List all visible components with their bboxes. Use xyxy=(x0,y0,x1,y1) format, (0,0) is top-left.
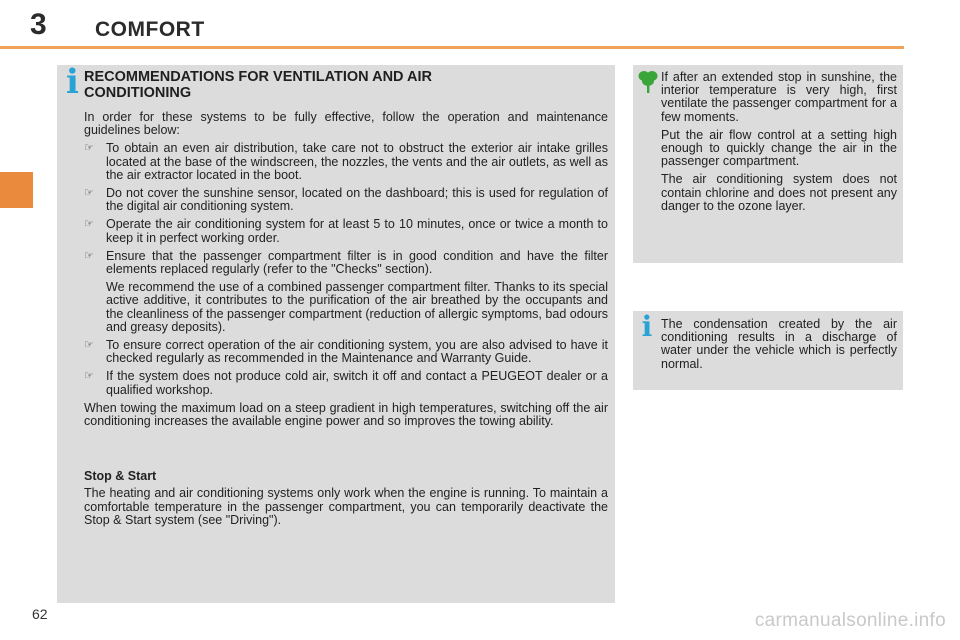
pointing-hand-icon: ☞ xyxy=(84,217,94,231)
list-item xyxy=(84,250,608,276)
info-text xyxy=(661,318,897,371)
stop-start-paragraph: The heating and air conditioning systems only work when the engine is running. To maintain a comfortable temperature in the passenger compartment, you can temporarily deactivate the Stop & Start system (see "Driving"). xyxy=(84,486,608,527)
list-item xyxy=(84,339,608,365)
chapter-title: COMFORT xyxy=(95,18,205,41)
info-paragraph: The condensation created by the air conditioning results in a discharge of water under the vehicle which is perfectly normal. xyxy=(661,317,897,371)
towing-paragraph: When towing the maximum load on a steep gradient in high temperatures, switching off the air conditioning increases the available engine power and so improves the towing ability. xyxy=(84,400,608,429)
list-item xyxy=(84,187,608,213)
list-item-text: Do not cover the sunshine sensor, located on the dashboard; this is used for regulation of the digital air conditioning system. xyxy=(106,186,608,214)
pointing-hand-icon: ☞ xyxy=(84,186,94,200)
header-rule xyxy=(0,46,904,49)
chapter-side-tab xyxy=(0,172,33,208)
watermark: carmanualsonline.info xyxy=(754,610,946,631)
pointing-hand-icon: ☞ xyxy=(84,248,94,262)
tip-paragraph: The air conditioning system does not contain chlorine and does not present any danger to the ozone layer. xyxy=(661,172,897,213)
section-heading: RECOMMENDATIONS FOR VENTILATION AND AIR CONDITIONING xyxy=(84,69,432,101)
intro-paragraph: In order for these systems to be fully effective, follow the operation and maintenance guidelines below: xyxy=(84,110,608,138)
pointing-hand-icon: ☞ xyxy=(84,141,94,155)
pointing-hand-icon: ☞ xyxy=(84,338,94,352)
main-content xyxy=(84,70,608,532)
list-item-text: Ensure that the passenger compartment filter is in good condition and have the filter elements replaced regularly (refer to the "Checks" section). xyxy=(106,248,608,277)
tip-paragraph: If after an extended stop in sunshine, the interior temperature is very high, first ventilate the passenger compartment for a few moments. xyxy=(661,70,897,124)
list-item xyxy=(84,218,608,244)
list-item-text: To ensure correct operation of the air conditioning system, you are also advised to have it checked regularly as recommended in the Maintenance and Warranty Guide. xyxy=(106,338,608,366)
pointing-hand-icon: ☞ xyxy=(84,369,94,383)
tip-text xyxy=(661,71,897,218)
list-item xyxy=(84,370,608,396)
filter-note: We recommend the use of a combined passenger compartment filter. Thanks to its special active additive, it contributes to the purification of the air breathed by the occupants and the cleanliness of the passenger compartment (reduction of allergic symptoms, bad odours and greasy deposits). xyxy=(106,280,608,334)
list-item-text: To obtain an even air distribution, take care not to obstruct the exterior air intake grilles located at the base of the windscreen, the nozzles, the vents and the air outlets, as well as the air extractor located in the boot. xyxy=(106,141,608,182)
list-item-text: Operate the air conditioning system for at least 5 to 10 minutes, once or twice a month to keep it in perfect working order. xyxy=(106,217,608,245)
stop-start-title: Stop & Start xyxy=(84,469,157,484)
chapter-number: 3 xyxy=(30,8,47,41)
info-icon: i xyxy=(66,62,79,102)
list-item-text: If the system does not produce cold air, switch it off and contact a PEUGEOT dealer or a qualified workshop. xyxy=(106,369,608,397)
leaf-icon xyxy=(637,68,659,94)
list-item xyxy=(84,142,608,182)
info-icon-small: i xyxy=(641,310,653,343)
tip-paragraph: Put the air flow control at a setting high enough to quickly change the air in the passenger compartment. xyxy=(661,127,897,169)
page-number: 62 xyxy=(32,606,48,622)
